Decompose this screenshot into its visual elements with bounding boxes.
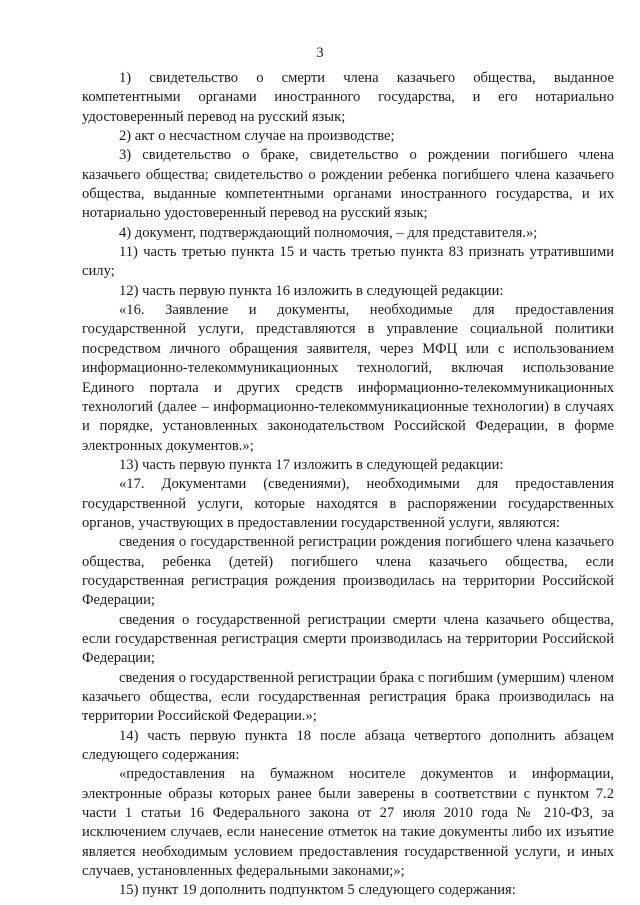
paragraph-item-13: 13) часть первую пункта 17 изложить в следующей редакции:: [119, 456, 504, 473]
paragraph-quote-17: «17. Документами (сведениями), необходимыми для предоставления государственной услуги, которые находятся в распоряжении государственных органов, участвующих в предоставлении государственной услуги, являются:: [82, 476, 614, 531]
paragraph-item-14: 14) часть первую пункта 18 после абзаца четвертого дополнить абзацем следующего содержания:: [82, 727, 614, 764]
document-body: [82, 69, 614, 901]
paragraph-item-2: 2) акт о несчастном случае на производстве;: [119, 128, 395, 145]
paragraph-item-4: 4) документ, подтверждающий полномочия, – для представителя.»;: [119, 224, 538, 241]
paragraph-death-registration: сведения о государственной регистрации смерти члена казачьего общества, если государственная регистрация смерти производилась на территории Российской Федерации;: [82, 611, 614, 667]
paragraph-item-12: 12) часть первую пункта 16 изложить в следующей редакции:: [119, 282, 504, 299]
paragraph-item-11: 11) часть третью пункта 15 и часть третью пункта 83 признать утратившими силу;: [82, 244, 614, 280]
paragraph-item-1: 1) свидетельство о смерти члена казачьего общества, выданное компетентными органами иностранного государства, и его нотариально удостоверенный перевод на русский язык;: [82, 70, 614, 125]
paragraph-quote-paper-documents: «предоставления на бумажном носителе документов и информации, электронные образы которых ранее были заверены в соответствии с пунктом 7.2 части 1 статьи 16 Федерального закона от 27 июля 2010 года № 210-ФЗ, за исключением случаев, если нанесение отметок на такие документы либо их изъятие является необходимым условием предоставления государственной услуги, и иных случаев, установленных федеральными законами;»;: [82, 766, 614, 880]
paragraph-item-15: 15) пункт 19 дополнить подпунктом 5 следующего содержания:: [119, 882, 516, 899]
paragraph-quote-16: «16. Заявление и документы, необходимые для предоставления государственной услуги, представляются в управление социальной политики посредством личного обращения заявителя, через МФЦ или с использованием информационно-телекоммуникационных технологий, включая использование Единого портала и других средств информационно-телекоммуникационных технологий (далее – информационно-телекоммуникационные технологии) в случаях и порядке, установленных законодательством Российской Федерации, в форме электронных документов.»;: [82, 302, 614, 454]
page-number: 3: [316, 45, 324, 61]
paragraph-birth-registration: сведения о государственной регистрации рождения погибшего члена казачьего общества, ребенка (детей) погибшего члена казачьего общества, если государственная регистрация рождения производилась на территории Российской Федерации;: [82, 534, 614, 609]
paragraph-marriage-registration: сведения о государственной регистрации брака с погибшим (умершим) членом казачьего общества, если государственная регистрация брака производилась на территории Российской Федерации.»;: [82, 669, 614, 725]
paragraph-item-3: 3) свидетельство о браке, свидетельство о рождении погибшего члена казачьего общества; свидетельство о рождении ребенка погибшего члена казачьего общества, выданные компетентными органами иностранного государства, и их нотариально удостоверенный перевод на русский язык;: [82, 147, 614, 222]
